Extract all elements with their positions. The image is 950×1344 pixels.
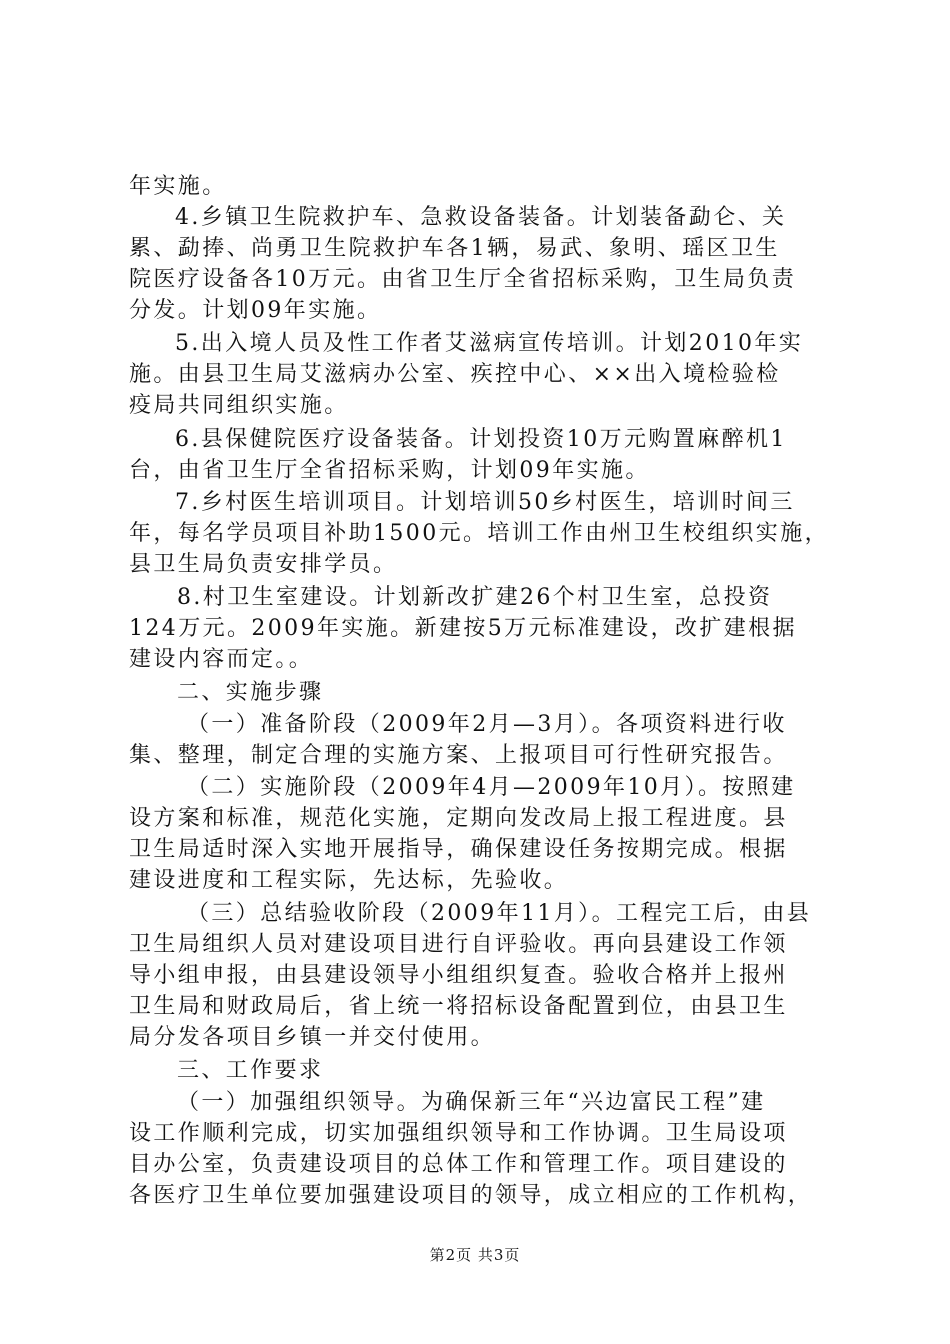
text-line: 建设内容而定。。	[129, 647, 314, 672]
text-line: （二）实施阶段（2009年4月—2009年10月）。按照建	[187, 775, 796, 800]
text-line: （一）准备阶段（2009年2月—3月）。各项资料进行收	[187, 712, 787, 737]
text-line: 卫生局适时深入实地开展指导，确保建设任务按期完成。根据	[129, 837, 788, 862]
text-line: 6.县保健院医疗设备装备。计划投资10万元购置麻醉机1	[175, 427, 787, 452]
text-line: 卫生局和财政局后，省上统一将招标设备配置到位，由县卫生	[129, 994, 788, 1019]
text-line: 各医疗卫生单位要加强建设项目的领导，成立相应的工作机构，	[129, 1183, 813, 1208]
text-line: 局分发各项目乡镇一并交付使用。	[129, 1025, 496, 1050]
text-line: 集、整理，制定合理的实施方案、上报项目可行性研究报告。	[129, 743, 788, 768]
text-line: 124万元。2009年实施。新建按5万元标准建设，改扩建根据	[129, 616, 797, 641]
text-line: 疫局共同组织实施。	[129, 393, 349, 418]
text-line: 7.乡村医生培训项目。计划培训50乡村医生，培训时间三	[175, 490, 795, 515]
text-line: 5.出入境人员及性工作者艾滋病宣传培训。计划2010年实	[175, 331, 804, 356]
text-line: 院医疗设备各10万元。由省卫生厅全省招标采购，卫生局负责	[129, 267, 797, 292]
text-line: 建设进度和工程实际，先达标，先验收。	[129, 868, 569, 893]
text-line: （一）加强组织领导。为确保新三年“兴边富民工程”建	[177, 1090, 766, 1115]
text-line: 县卫生局负责安排学员。	[129, 552, 398, 577]
text-line: 卫生局组织人员对建设项目进行自评验收。再向县建设工作领	[129, 932, 788, 957]
section-heading: 二、实施步骤	[177, 680, 324, 705]
text-line: 分发。计划09年实施。	[129, 298, 382, 323]
text-line: 8.村卫生室建设。计划新改扩建26个村卫生室，总投资	[177, 585, 773, 610]
text-line: 施。由县卫生局艾滋病办公室、疾控中心、××出入境检验检	[129, 362, 781, 387]
text-line: 设方案和标准，规范化实施，定期向发改局上报工程进度。县	[129, 806, 788, 831]
text-line: 累、勐捧、尚勇卫生院救护车各1辆，易武、象明、瑶区卫生	[129, 236, 780, 261]
text-line: 目办公室，负责建设项目的总体工作和管理工作。项目建设的	[129, 1152, 788, 1177]
text-line: 导小组申报，由县建设领导小组组织复查。验收合格并上报州	[129, 963, 788, 988]
section-heading: 三、工作要求	[177, 1058, 324, 1083]
text-line: 年实施。	[129, 174, 227, 199]
page-footer: 第2页 共3页	[429, 1246, 521, 1264]
text-line: 年，每名学员项目补助1500元。培训工作由州卫生校组织实施，	[129, 521, 829, 546]
text-line: （三）总结验收阶段（2009年11月）。工程完工后，由县	[187, 901, 812, 926]
text-line: 设工作顺利完成，切实加强组织领导和工作协调。卫生局设项	[129, 1121, 788, 1146]
text-line: 台，由省卫生厅全省招标采购，计划09年实施。	[129, 458, 650, 483]
text-line: 4.乡镇卫生院救护车、急救设备装备。计划装备勐仑、关	[175, 205, 787, 230]
